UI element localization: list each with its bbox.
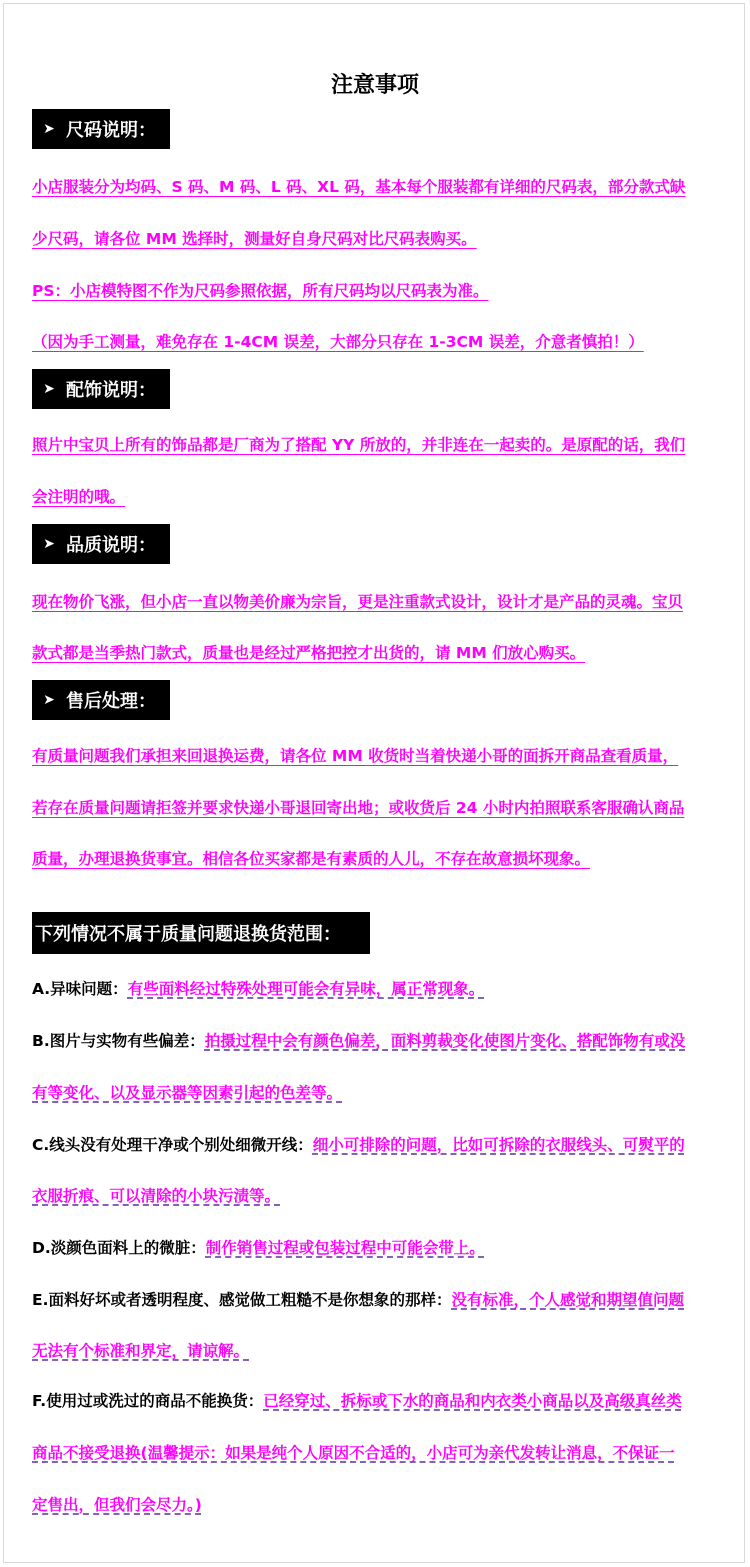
exclusion-item-b-cont bbox=[32, 1083, 722, 1103]
exclusion-item-f bbox=[32, 1391, 722, 1411]
section-header-label: 品质说明： bbox=[66, 535, 156, 556]
exclusion-value: 拍摄过程中会有颜色偏差，面料剪裁变化使图片变化、搭配饰物有或没 bbox=[204, 1032, 686, 1050]
section-header-quality bbox=[32, 524, 170, 564]
exclusion-item-d bbox=[32, 1238, 722, 1258]
exclusion-item-e bbox=[32, 1290, 722, 1310]
quality-text-line: 款式都是当季热门款式，质量也是经过严格把控才出货的，请 MM 们放心购买。 bbox=[32, 644, 586, 662]
exclusion-value: 制作销售过程或包装过程中可能会带上。 bbox=[205, 1239, 485, 1257]
exclusion-key: B.图片与实物有些偏差： bbox=[32, 1032, 205, 1050]
section-header-label: 售后处理： bbox=[66, 691, 156, 712]
quality-text-line: 现在物价飞涨，但小店一直以物美价廉为宗旨，更是注重款式设计，设计才是产品的灵魂。宝贝 bbox=[32, 593, 684, 611]
exclusion-value-cont: 商品不接受退换(温馨提示：如果是纯个人原因不合适的，小店可为亲代发转让消息，不保证一 bbox=[32, 1444, 675, 1462]
exclusion-item-f-cont bbox=[32, 1443, 722, 1463]
arrow-bullet-icon: ➤ bbox=[43, 692, 55, 708]
section-header-label: 配饰说明： bbox=[66, 380, 156, 401]
exclusion-value-cont: 有等变化、以及显示器等因素引起的色差等。 bbox=[32, 1084, 343, 1102]
section-header-accessory bbox=[32, 369, 170, 409]
exclusion-value: 已经穿过、拆标或下水的商品和内衣类小商品以及高级真丝类 bbox=[263, 1392, 682, 1410]
aftersale-text-line: 若存在质量问题请拒签并要求快递小哥退回寄出地；或收货后 24 小时内拍照联系客服确认商品 bbox=[32, 799, 685, 817]
exclusion-value: 有些面料经过特殊处理可能会有异味，属正常现象。 bbox=[127, 980, 485, 998]
exclusion-value: 细小可排除的问题，比如可拆除的衣服线头、可熨平的 bbox=[312, 1136, 685, 1154]
section-header-aftersale bbox=[32, 680, 170, 720]
exclusion-item-b bbox=[32, 1031, 722, 1051]
section-header-label: 尺码说明： bbox=[66, 120, 156, 141]
section-header-size bbox=[32, 109, 170, 149]
exclusion-key: F.使用过或洗过的商品不能换货： bbox=[32, 1392, 264, 1410]
accessory-text-line: 会注明的哦。 bbox=[32, 488, 126, 506]
page-title: 注意事项 bbox=[330, 73, 419, 98]
accessory-text-line: 照片中宝贝上所有的饰品都是厂商为了搭配 YY 所放的，并非连在一起卖的。是原配的话，我们 bbox=[32, 436, 686, 454]
size-text-line: （因为手工测量，难免存在 1-4CM 误差，大部分只存在 1-3CM 误差，介意者慎拍！） bbox=[32, 333, 644, 351]
exclusion-item-f-cont2 bbox=[32, 1495, 722, 1515]
size-text-line: 小店服装分为均码、S 码、M 码、L 码、XL 码，基本每个服装都有详细的尺码表，部分款式缺 bbox=[32, 178, 686, 196]
arrow-bullet-icon: ➤ bbox=[43, 121, 55, 137]
size-text-line: 少尺码，请各位 MM 选择时，测量好自身尺码对比尺码表购买。 bbox=[32, 230, 477, 248]
size-text-line: PS：小店模特图不作为尺码参照依据，所有尺码均以尺码表为准。 bbox=[32, 282, 489, 300]
exclusion-value-cont: 无法有个标准和界定，请谅解。 bbox=[32, 1342, 250, 1360]
exclusion-value: 没有标准，个人感觉和期望值问题 bbox=[451, 1291, 684, 1309]
exclusion-value-cont: 衣服折痕、可以清除的小块污渍等。 bbox=[32, 1187, 281, 1205]
exclusion-key: D.淡颜色面料上的微脏： bbox=[32, 1239, 206, 1257]
exclusion-item-c-cont bbox=[32, 1186, 722, 1206]
arrow-bullet-icon: ➤ bbox=[43, 536, 55, 552]
arrow-bullet-icon: ➤ bbox=[43, 381, 55, 397]
aftersale-text-line: 有质量问题我们承担来回退换运费，请各位 MM 收货时当着快递小哥的面拆开商品查看质量， bbox=[32, 747, 679, 765]
exclusion-key: C.线头没有处理干净或个别处细微开线： bbox=[32, 1136, 313, 1154]
exclusion-key: E.面料好坏或者透明程度、感觉做工粗糙不是你想象的那样： bbox=[32, 1291, 452, 1309]
exclusion-item-e-cont bbox=[32, 1341, 722, 1361]
aftersale-text-line: 质量，办理退换货事宜。相信各位买家都是有素质的人儿，不存在故意损坏现象。 bbox=[32, 850, 591, 868]
exclusion-item-c bbox=[32, 1135, 722, 1155]
exclusion-key: A.异味问题： bbox=[32, 980, 128, 998]
exclusions-header: 下列情况不属于质量问题退换货范围： bbox=[32, 912, 370, 954]
exclusion-item-a bbox=[32, 979, 722, 999]
exclusion-value-cont: 定售出，但我们会尽力。) bbox=[32, 1496, 202, 1514]
